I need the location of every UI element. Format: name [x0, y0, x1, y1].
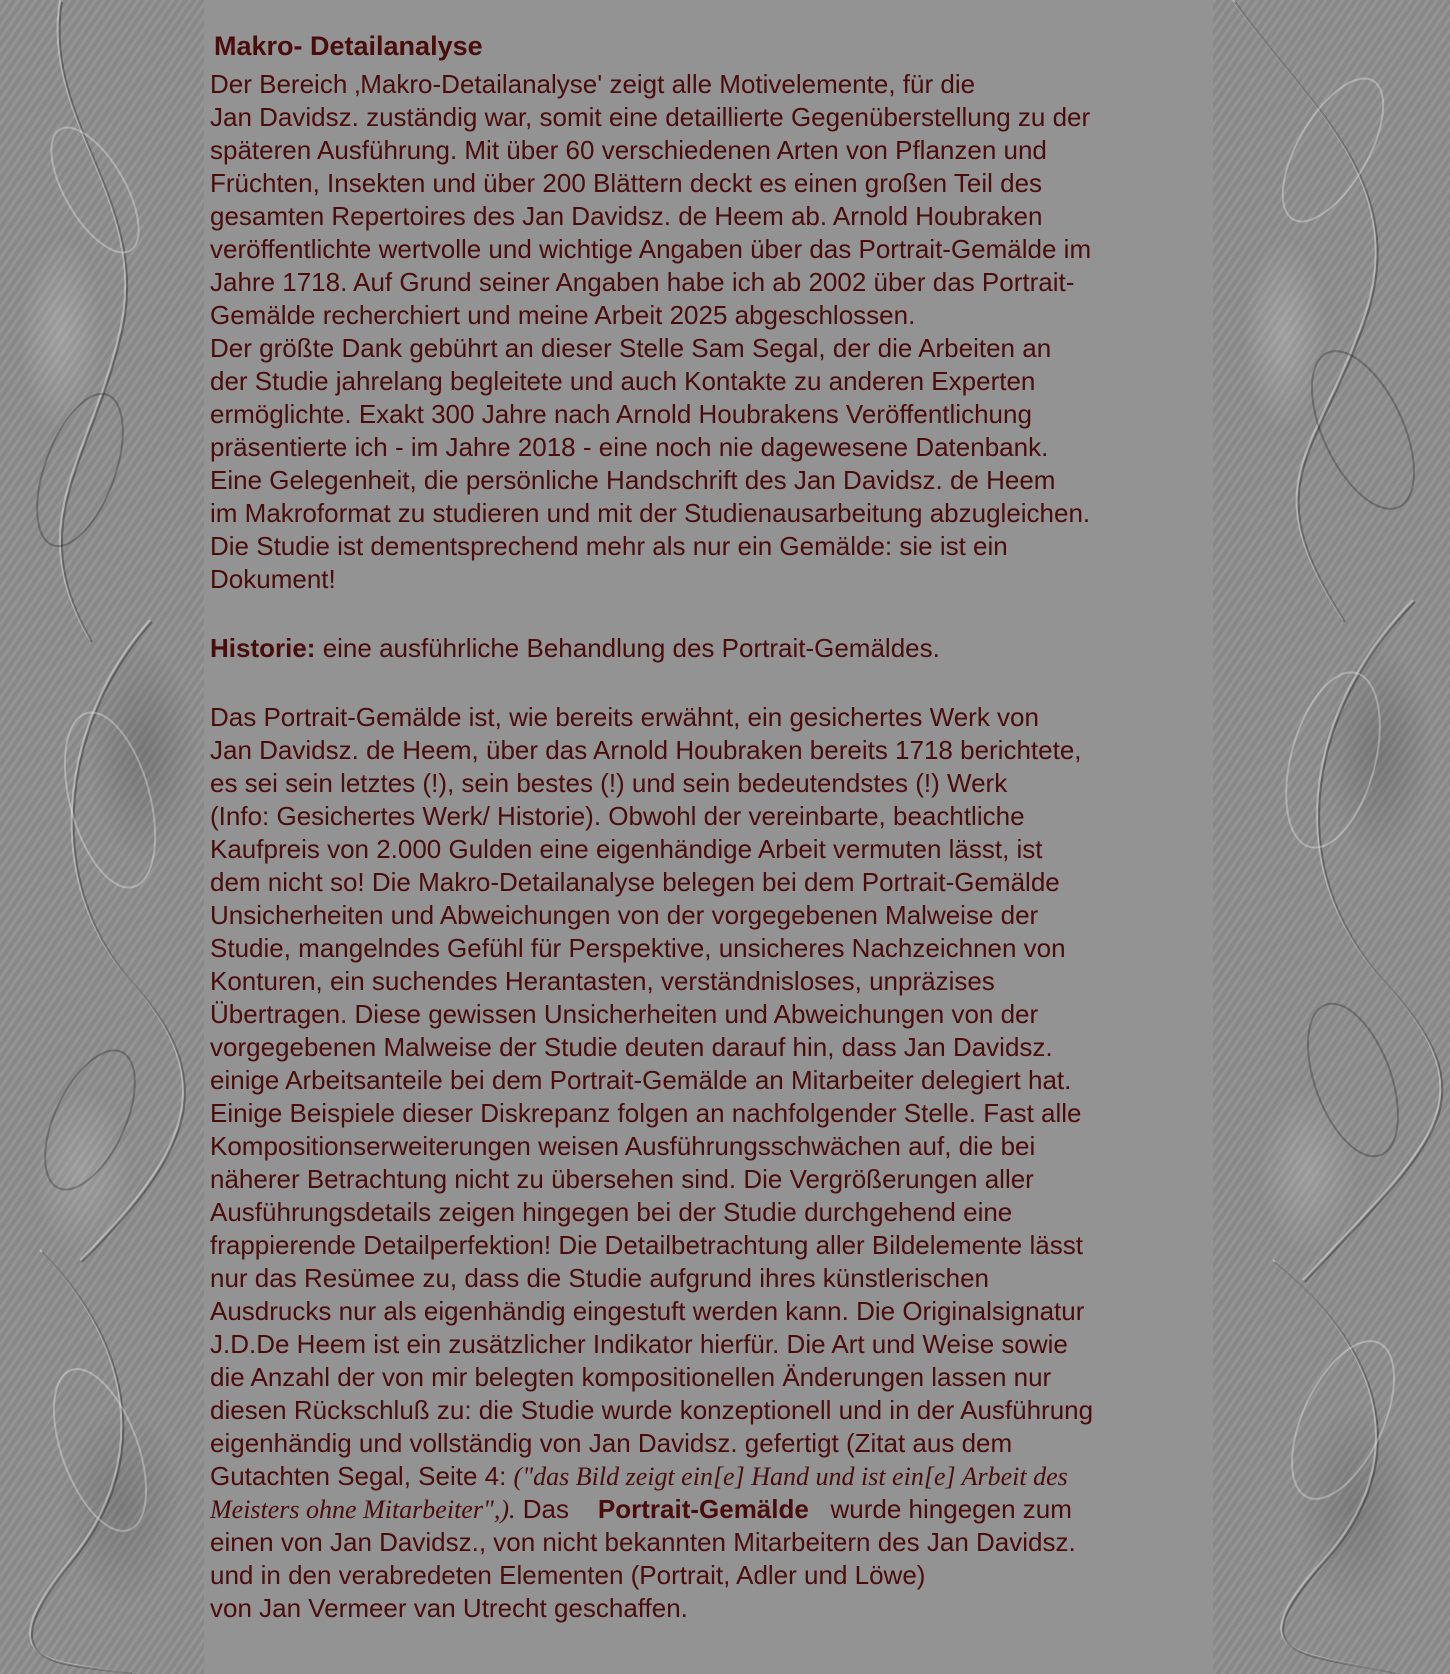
text-line: dem nicht so! Die Makro-Detailanalyse belegen bei dem Portrait-Gemälde [210, 867, 1060, 897]
text-line: (Info: Gesichertes Werk/ Historie). Obwohl der vereinbarte, beachtliche [210, 801, 1025, 831]
portrait-gemaelde-bold: Portrait-Gemälde [597, 1494, 809, 1524]
text-line: Studie, mangelndes Gefühl für Perspektive, unsicheres Nachzeichnen von [210, 933, 1066, 963]
text-line: Gemälde recherchiert und meine Arbeit 2025 abgeschlossen. [210, 300, 916, 330]
text-line: Ausdrucks nur als eigenhändig eingestuft werden kann. Die Originalsignatur [210, 1296, 1085, 1326]
text-line: im Makroformat zu studieren und mit der Studienausarbeitung abzugleichen. [210, 498, 1091, 528]
text-line: Jan Davidsz. zuständig war, somit eine detaillierte Gegenüberstellung zu der [210, 102, 1091, 132]
text-line: Eine Gelegenheit, die persönliche Handschrift des Jan Davidsz. de Heem [210, 465, 1056, 495]
text-line: vorgegebenen Malweise der Studie deuten darauf hin, dass Jan Davidsz. [210, 1032, 1053, 1062]
left-decorative-border [0, 0, 204, 1674]
segal-quote-part2: Meisters ohne Mitarbeiter",). [210, 1495, 516, 1524]
historie-text: eine ausführliche Behandlung des Portrait-Gemäldes. [315, 633, 940, 663]
floral-relief-right-icon [1213, 0, 1450, 1674]
text-line: Kompositionserweiterungen weisen Ausführungsschwächen auf, die bei [210, 1131, 1036, 1161]
intro-paragraph [210, 68, 1200, 596]
text-line: einen von Jan Davidsz., von nicht bekannten Mitarbeitern des Jan Davidsz. [210, 1527, 1076, 1557]
quote-line-2 [210, 1493, 1200, 1526]
main-paragraph [210, 701, 1200, 1625]
text-line: präsentierte ich - im Jahre 2018 - eine noch nie dagewesene Datenbank. [210, 432, 1049, 462]
text-line: Einige Beispiele dieser Diskrepanz folgen an nachfolgender Stelle. Fast alle [210, 1098, 1082, 1128]
historie-label: Historie: [210, 633, 316, 663]
text-line: Jan Davidsz. de Heem, über das Arnold Houbraken bereits 1718 berichtete, [210, 735, 1082, 765]
text-line: späteren Ausführung. Mit über 60 verschiedenen Arten von Pflanzen und [210, 135, 1047, 165]
text-line: diesen Rückschluß zu: die Studie wurde konzeptionell und in der Ausführung [210, 1395, 1094, 1425]
quote-lead: Gutachten Segal, Seite 4: [210, 1461, 514, 1491]
quote-mid: Das [515, 1494, 598, 1524]
page-title: Makro- Detailanalyse [214, 31, 483, 61]
segal-quote-part1: ("das Bild zeigt ein[e] Hand und ist ein[e] Arbeit des [513, 1462, 1068, 1491]
text-line: Früchten, Insekten und über 200 Blättern deckt es einen großen Teil des [210, 168, 1043, 198]
text-line: ermöglichte. Exakt 300 Jahre nach Arnold Houbrakens Veröffentlichung [210, 399, 1032, 429]
text-line: die Anzahl der von mir belegten kompositionellen Änderungen lassen nur [210, 1362, 1052, 1392]
text-line: Konturen, ein suchendes Herantasten, verständnisloses, unpräzises [210, 966, 995, 996]
right-decorative-border [1213, 0, 1450, 1674]
text-line: Das Portrait-Gemälde ist, wie bereits erwähnt, ein gesichertes Werk von [210, 702, 1039, 732]
text-line: gesamten Repertoires des Jan Davidsz. de Heem ab. Arnold Houbraken [210, 201, 1043, 231]
quote-line [210, 1460, 1200, 1493]
historie-line [210, 632, 1200, 665]
text-line: Dokument! [210, 564, 336, 594]
text-line: Die Studie ist dementsprechend mehr als nur ein Gemälde: sie ist ein [210, 531, 1008, 561]
text-line: Unsicherheiten und Abweichungen von der vorgegebenen Malweise der [210, 900, 1039, 930]
text-line: nur das Resümee zu, dass die Studie aufgrund ihres künstlerischen [210, 1263, 989, 1293]
text-line: eigenhändig und vollständig von Jan Davidsz. gefertigt (Zitat aus dem [210, 1428, 1013, 1458]
floral-relief-left-icon [0, 0, 204, 1674]
text-line: Jahre 1718. Auf Grund seiner Angaben habe ich ab 2002 über das Portrait- [210, 267, 1075, 297]
text-line: von Jan Vermeer van Utrecht geschaffen. [210, 1593, 688, 1623]
text-line: Der Bereich ‚Makro-Detailanalyse' zeigt alle Motivelemente, für die [210, 69, 976, 99]
text-line: Ausführungsdetails zeigen hingegen bei der Studie durchgehend eine [210, 1197, 1013, 1227]
text-line: es sei sein letztes (!), sein bestes (!) und sein bedeutendstes (!) Werk [210, 768, 1008, 798]
text-line: frappierende Detailperfektion! Die Detailbetrachtung aller Bildelemente lässt [210, 1230, 1083, 1260]
text-line: näherer Betrachtung nicht zu übersehen sind. Die Vergrößerungen aller [210, 1164, 1034, 1194]
text-line: und in den verabredeten Elementen (Portrait, Adler und Löwe) [210, 1560, 926, 1590]
text-line: veröffentlichte wertvolle und wichtige Angaben über das Portrait-Gemälde im [210, 234, 1092, 264]
text-line: Der größte Dank gebührt an dieser Stelle Sam Segal, der die Arbeiten an [210, 333, 1052, 363]
quote-tail: wurde hingegen zum [808, 1494, 1072, 1524]
text-line: Kaufpreis von 2.000 Gulden eine eigenhändige Arbeit vermuten lässt, ist [210, 834, 1043, 864]
text-line: Übertragen. Diese gewissen Unsicherheiten und Abweichungen von der [210, 999, 1039, 1029]
text-line: einige Arbeitsanteile bei dem Portrait-Gemälde an Mitarbeiter delegiert hat. [210, 1065, 1072, 1095]
text-line: J.D.De Heem ist ein zusätzlicher Indikator hierfür. Die Art und Weise sowie [210, 1329, 1068, 1359]
article-body [210, 28, 1200, 1625]
text-line: der Studie jahrelang begleitete und auch Kontakte zu anderen Experten [210, 366, 1036, 396]
